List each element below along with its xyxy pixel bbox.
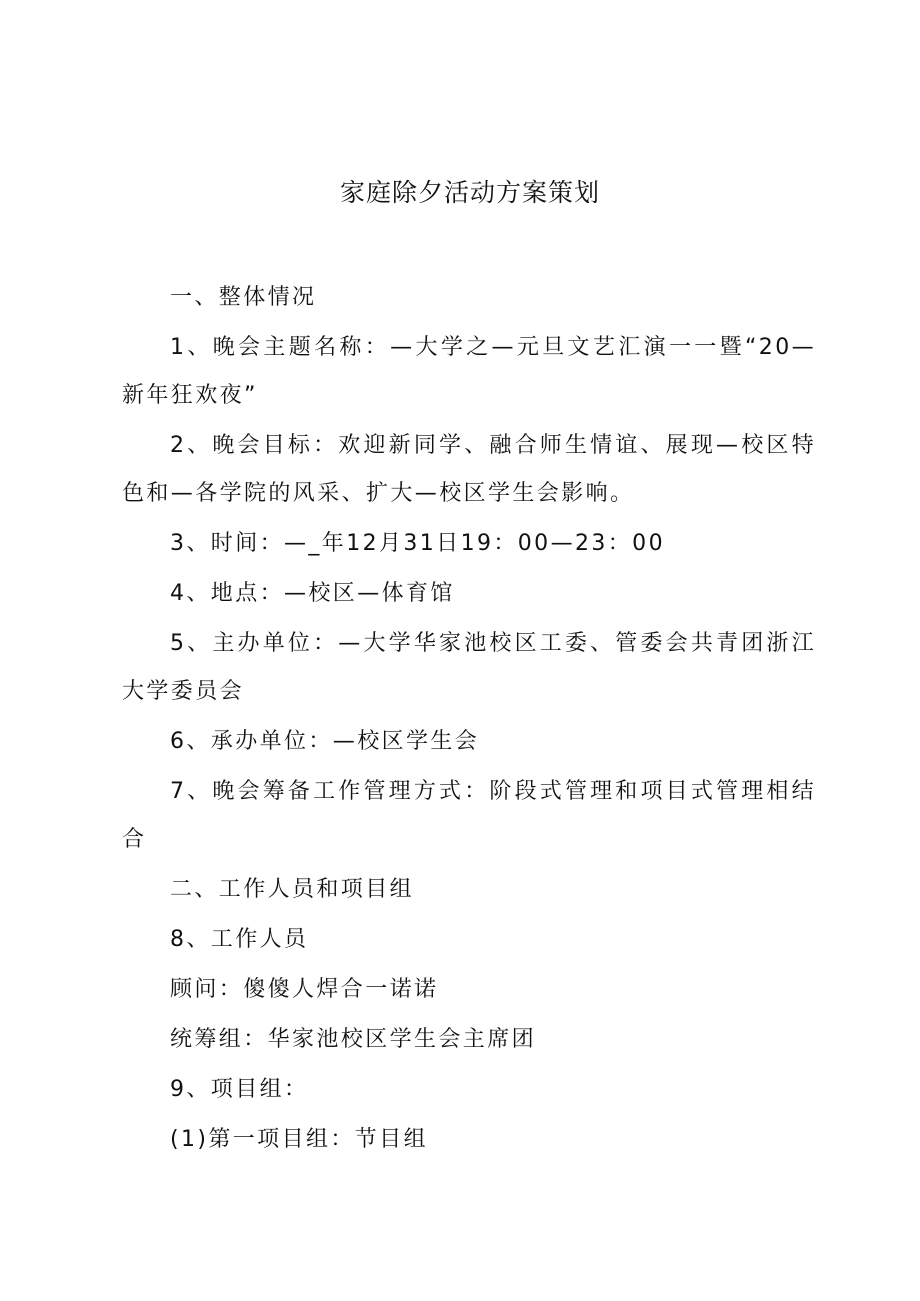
item-first-project-group: (1)第一项目组：节目组 xyxy=(170,1127,428,1152)
section-heading-overview: 一、整体情况 xyxy=(170,285,317,310)
item-gala-goal: 2、晚会目标：欢迎新同学、融合师生情谊、展现—校区特色和—各学院的风采、扩大—校区学生会影响。 xyxy=(122,433,816,506)
document-title: 家庭除夕活动方案策划 xyxy=(339,178,600,207)
item-location: 4、地点：—校区—体育馆 xyxy=(170,581,455,606)
item-management-method: 7、晚会筹备工作管理方式：阶段式管理和项目式管理相结合 xyxy=(122,779,816,852)
section-heading-staff: 二、工作人员和项目组 xyxy=(170,877,415,902)
item-staff: 8、工作人员 xyxy=(170,927,309,952)
document-body xyxy=(122,274,816,1166)
item-organizer: 5、主办单位：—大学华家池校区工委、管委会共青团浙江大学委员会 xyxy=(122,631,816,704)
item-advisor: 顾问：傻傻人焊合一诺诺 xyxy=(170,977,439,1002)
item-time: 3、时间：—_年12月31日19：00—23：00 xyxy=(170,531,665,556)
item-project-groups: 9、项目组： xyxy=(170,1077,309,1102)
item-gala-theme: 1、晚会主题名称：—大学之—元旦文艺汇演一一暨“20—新年狂欢夜” xyxy=(122,335,816,408)
item-host-unit: 6、承办单位：—校区学生会 xyxy=(170,729,480,754)
item-coordination-group: 统筹组：华家池校区学生会主席团 xyxy=(170,1027,537,1052)
